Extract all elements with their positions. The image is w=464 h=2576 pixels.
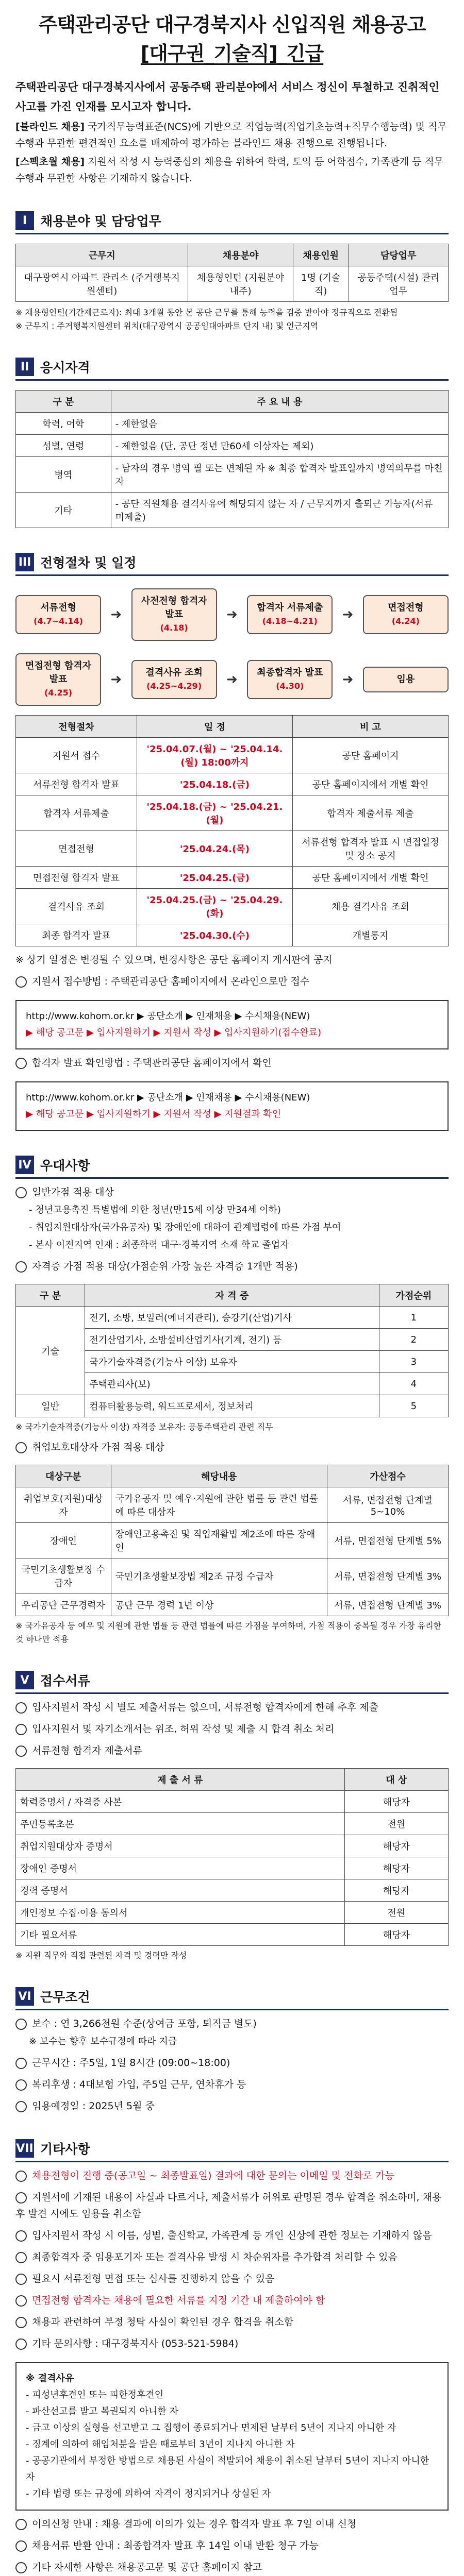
arrow-right-icon: ➜ — [226, 672, 238, 687]
schedule-table: 전형절차 일 정 비 고 지원서 접수 '25.04.07.(월) ~ '25.04.14.(월) 18:00까지 공단 홈페이지 서류전형 합격자 발표 '25.04.18.(금) 공단 홈페이지에서 개별 확인 합격자 서류제출 '25.04.18.(금) ~ '25.04.21.(월) 합격자 제출서류 제출 면접전형 '25.04.24.(목) 서류전형 합격자 발표 시 면접일정 및 장소 공지 면접전형 합격자 발표 '25.04.25.(금) 공단 홈페이지에서 개별 확인 결격사유 조회 '25.04.25.(금) ~ '25.04.29.(화) 채용 결격사유 조회 최종 합격자 발표 '25.04.30.(수) 개별통지 — [15, 715, 449, 946]
intro-text: 주택관리공단 대구경북지사에서 공동주택 관리분야에서 서비스 정신이 투철하고 진취적인 사고를 가진 인재를 모시고자 합니다. — [15, 81, 440, 113]
apply-method: 지원서 접수방법 : 주택관리공단 홈페이지에서 온라인으로만 접수 — [15, 973, 449, 990]
positions-table: 근무지 채용분야 채용인원 담당업무 대구광역시 아파트 관리소 (주거행복지원센터) 채용형인턴 (지원분야내주) 1명 (기술직) 공동주택(시설) 관리 업무 — [15, 244, 449, 302]
section-header: II 응시자격 — [15, 358, 449, 381]
flow-row-2 — [15, 653, 449, 706]
apply-box: http://www.kohom.or.kr ▶ 공단소개 ▶ 인재채용 ▶ 수시채용(NEW) ▶ 해당 공고문 ▶ 입사지원하기 ▶ 지원서 작성 ▶ 입사지원하기(접수완료) — [15, 1000, 449, 1049]
flow-step: 결격사유 조회 (4.25~4.29) — [131, 660, 217, 699]
arrow-right-icon: ➜ — [110, 672, 122, 687]
documents-table: 제 출 서 류 대 상 학력증명서 / 자격증 사본 해당자 주민등록초본 전원 취업지원대상자 증명서 해당자 장애인 증명서 해당자 경력 증명서 해당자 개인정보 수집·이용 동의서 전원 기타 필요서류 해당자 — [15, 1768, 449, 1946]
cert-table: 구 분 자 격 증 가점순위 기술 전기, 소방, 보일러(에너지관리), 승강기(산업)기사 1 전기산업기사, 소방설비산업기사(기계, 전기) 등 2 국가기술자격증(기능사 이상) 보유자 3 주택관리사(보) 4 일반 컴퓨터활용능력, 워드프로세서, 정보처리 5 — [15, 1284, 449, 1417]
flow-step: 서류전형 (4.7~4.14) — [15, 595, 101, 634]
flow-step: 합격자 서류제출 (4.18~4.21) — [247, 595, 333, 634]
section-2 — [15, 358, 449, 528]
note-blind: [블라인드 채용] 국가직무능력표준(NCS)에 기반으로 직업능력(직업기초능력+직무수행능력) 및 직무수행과 무관한 편견적인 요소를 배제하여 평가하는 블라인드 채용 진행으로 진행됩니다. — [15, 121, 447, 149]
flow-step: 사전전형 합격자 발표 (4.18) — [131, 588, 217, 641]
note-spec: [스펙초월 채용] 지원서 작성 시 능력중심의 채용을 위하여 학력, 토익 등 어학점수, 가족관계 등 직무수행과 무관한 사항은 기재하지 않습니다. — [15, 156, 444, 184]
section-header: IV 우대사항 — [15, 1156, 449, 1179]
section-header: VII 기타사항 — [15, 2139, 449, 2162]
arrow-right-icon: ➜ — [342, 672, 354, 687]
section-header: V 접수서류 — [15, 1671, 449, 1694]
section-header: I 채용분야 및 담당업무 — [15, 211, 449, 234]
section-header: III 전형절차 및 일정 — [15, 553, 449, 576]
section-4: IV 우대사항 일반가점 적용 대상 - 청년고용촉진 특별법에 의한 청년(만15세 이상 만34세 이하) - 취업지원대상자(국가유공자) 및 장애인에 대하여 관계법령에 따른 가점 부여 - 본사 이전지역 인재 : 최종학력 대구·경북지역 소재 학교 졸업자 자격증 가점 적용 대상(가점순위 가장 높은 자격증 1개만 적용) 구 분 자 격 증 가점순위 기술 전기, 소방, 보일러(에너지관리), 승강기(산업)기사 1 전기산업기사, 소방설비산업기사(기계, 전기) 등 2 국가기술자격증(기능사 이상) 보유자 3 주택관리사(보) 4 일반 컴퓨터활용능력, 워드프로세서, 정보처리 5 ※ 국가기술자격증(기능사 이상) 자격증 보유자: 공동주택관리 관련 직무 취업보호대상자 가점 적용 대상 대상구분 해당내용 가산점수 취업보호(지원)대상자 국가유공자 및 예우·지원에 관한 법률 등 관련 법률에 따른 대상자 서류, 면접전형 단계별 5~10% 장애인 장애인고용촉진 및 직업재활법 제2조에 따른 장애인 서류, 면접전형 단계별 5% 국민기초생활보장 수급자 국민기초생활보장법 제2조 규정 수급자 서류, 면접전형 단계별 3% 우리공단 근무경력자 공단 근무 경력 1년 이상 서류, 면접전형 단계별 3% ※ 국가유공자 등 예우 및 지원에 관한 법률 등 관련 법률에 따른 가점을 부여하며, 가점 적용이 중복될 경우 가장 유리한 것 하나만 적용 — [15, 1156, 449, 1646]
title-line-1: 주택관리공단 대구경북지사 신입직원 채용공고 — [38, 13, 426, 36]
section-header: VI 근무조건 — [15, 1987, 449, 2010]
eligibility-table: 구 분 주 요 내 용 학력, 어학 - 제한없음 성별, 연령 - 제한없음 (단, 공단 정년 만60세 이상자는 제외) 병역 - 남자의 경우 병역 필 또는 면제된 자 ※ 최종 합격자 발표일까지 병역의무를 마친 자 기타 - 공단 직원채용 결격사유에 해당되지 않는 자 / 근무지까지 출퇴근 가능자(서류 미제출) — [15, 390, 449, 528]
result-method: 합격자 발표 확인방법 : 주택관리공단 홈페이지에서 확인 — [15, 1055, 449, 1071]
flow-step: 면접전형 합격자 발표 (4.25) — [15, 653, 101, 706]
arrow-right-icon: ➜ — [226, 607, 238, 622]
result-box: http://www.kohom.or.kr ▶ 공단소개 ▶ 인재채용 ▶ 수시채용(NEW) ▶ 해당 공고문 ▶ 입사지원하기 ▶ 지원서 작성 ▶ 지원결과 확인 — [15, 1081, 449, 1131]
section-6: VI 근무조건 보수 : 연 3,266천원 수준(상여금 포함, 퇴직금 별도) ※ 보수는 향후 보수규정에 따라 지급 근무시간 : 주5일, 1일 8시간 (09:00~18:00) 복리후생 : 4대보험 가입, 주5일 근무, 연차휴가 등 임용예정일 : 2025년 5월 중 — [15, 1987, 449, 2114]
arrow-right-icon: ➜ — [110, 607, 122, 622]
section-3: III 전형절차 및 일정 서류전형 (4.7~4.14) ➜ 사전전형 합격자 발표 (4.18) ➜ 합격자 서류제출 (4.18~4.21) ➜ 면접전형 (4.24) 면접전형 합격자 발표 (4.25) ➜ 결격사유 조회 (4.25~4.29) ➜ 최종합격자 발표 (4.30) ➜ 임용 전형절차 일 정 비 고 지원서 접수 '25.04.07.(월) ~ '25.04.14.(월) 18:00까지 공단 홈페이지 서류전형 합격자 발표 '25.04.18.(금) 공단 홈페이지에서 개별 확인 합격자 서류제출 '25.04.18.(금) ~ '25.04.21.(월) 합격자 제출서류 제출 면접전형 '25.04.24.(목) 서류전형 합격자 발표 시 면접일정 및 장소 공지 면접전형 합격자 발표 '25.04.25.(금) 공단 홈페이지에서 개별 확인 결격사유 조회 '25.04.25.(금) ~ '25.04.29.(화) 채용 결격사유 조회 최종 합격자 발표 '25.04.30.(수) 개별통지 ※ 상기 일정은 변경될 수 있으며, 변경사항은 공단 홈페이지 게시판에 공지 지원서 접수방법 : 주택관리공단 홈페이지에서 온라인으로만 접수 http://www.kohom.or.kr ▶ 공단소개 ▶ 인재채용 ▶ 수시채용(NEW) ▶ 해당 공고문 ▶ 입사지원하기 ▶ 지원서 작성 ▶ 입사지원하기(접수완료) 합격자 발표 확인방법 : 주택관리공단 홈페이지에서 확인 http://www.kohom.or.kr ▶ 공단소개 ▶ 인재채용 ▶ 수시채용(NEW) ▶ 해당 공고문 ▶ 입사지원하기 ▶ 지원서 작성 ▶ 지원결과 확인 — [15, 553, 449, 1131]
section-1: I 채용분야 및 담당업무 근무지 채용분야 채용인원 담당업무 대구광역시 아파트 관리소 (주거행복지원센터) 채용형인턴 (지원분야내주) 1명 (기술직) 공동주택(시설) 관리 업무 ※ 채용형인턴(기간제근로자): 최대 3개월 동안 본 공단 근무를 통해 능력을 검증 받아야 정규직으로 전환됨 ※ 근무지 : 주거행복지원센터 위치(대구광역시 공공임대아파트 단지 내) 및 인근지역 — [15, 211, 449, 333]
title-line-2: [대구권_기술직]_긴급 — [140, 42, 324, 65]
disqualification-box: ※ 결격사유 - 피성년후견인 또는 피한정후견인 - 파산선고를 받고 복권되지 아니한 자 - 금고 이상의 실형을 선고받고 그 집행이 종료되거나 면제된 날부터 5년이 지나지 아니한 자 - 징계에 의하여 해임처분을 받은 때로부터 3년이 지나지 아니한 자 - 공공기관에서 부정한 방법으로 채용된 사실이 적발되어 채용이 취소된 날부터 5년이 지나지 아니한 자 - 기타 법령 또는 규정에 의하여 자격이 정지되거나 상실된 자 — [15, 2362, 449, 2511]
section-7: VII 기타사항 채용전형이 진행 중(공고일 ~ 최종발표일) 결과에 대한 문의는 이메일 및 전화로 가능 지원서에 기재된 내용이 사실과 다르거나, 제출서류가 허위로 판명된 경우 합격을 취소하며, 채용 후 발견 시에도 임용을 취소함 입사지원서 작성 시 이름, 성별, 출신학교, 가족관계 등 개인 신상에 관한 정보는 기재하지 않음 최종합격자 중 임용포기자 또는 결격사유 발생 시 차순위자를 추가합격 처리할 수 있음 필요시 서류전형 면접 또는 심사를 진행하지 않을 수 있음 면접전형 합격자는 채용에 필요한 서류를 지정 기간 내 제출하여야 함 채용과 관련하여 부정 청탁 사실이 확인된 경우 합격을 취소함 기타 문의사항 : 대구경북지사 (053-521-5984) ※ 결격사유 - 피성년후견인 또는 피한정후견인 - 파산선고를 받고 복권되지 아니한 자 - 금고 이상의 실형을 선고받고 그 집행이 종료되거나 면제된 날부터 5년이 지나지 아니한 자 - 징계에 의하여 해임처분을 받은 때로부터 3년이 지나지 아니한 자 - 공공기관에서 부정한 방법으로 채용된 사실이 적발되어 채용이 취소된 날부터 5년이 지나지 아니한 자 - 기타 법령 또는 규정에 의하여 자격이 정지되거나 상실된 자 이의신청 안내 : 채용 결과에 이의가 있는 경우 합격자 발표 후 7일 이내 신청 채용서류 반환 안내 : 최종합격자 발표 후 14일 이내 반환 청구 가능 기타 자세한 사항은 채용공고문 및 공단 홈페이지 참고 — [15, 2139, 449, 2575]
protection-table: 대상구분 해당내용 가산점수 취업보호(지원)대상자 국가유공자 및 예우·지원에 관한 법률 등 관련 법률에 따른 대상자 서류, 면접전형 단계별 5~10% 장애인 장애인고용촉진 및 직업재활법 제2조에 따른 장애인 서류, 면접전형 단계별 5% 국민기초생활보장 수급자 국민기초생활보장법 제2조 규정 수급자 서류, 면접전형 단계별 3% 우리공단 근무경력자 공단 근무 경력 1년 이상 서류, 면접전형 단계별 3% — [15, 1465, 449, 1616]
page-title — [15, 10, 449, 68]
flow-step: 최종합격자 발표 (4.30) — [247, 660, 333, 699]
section-5: V 접수서류 입사지원서 작성 시 별도 제출서류는 없으며, 서류전형 합격자에게 한해 추후 제출 입사지원서 및 자기소개서는 위조, 허위 작성 및 제출 시 합격 취소 처리 서류전형 합격자 제출서류 제 출 서 류 대 상 학력증명서 / 자격증 사본 해당자 주민등록초본 전원 취업지원대상자 증명서 해당자 장애인 증명서 해당자 경력 증명서 해당자 개인정보 수집·이용 동의서 전원 기타 필요서류 해당자 ※ 지원 직무와 직접 관련된 자격 및 경력만 작성 — [15, 1671, 449, 1962]
flow-step: 임용 — [363, 667, 449, 692]
arrow-right-icon: ➜ — [342, 607, 354, 622]
flow-step: 면접전형 (4.24) — [363, 595, 449, 634]
flow-row-1 — [15, 588, 449, 641]
